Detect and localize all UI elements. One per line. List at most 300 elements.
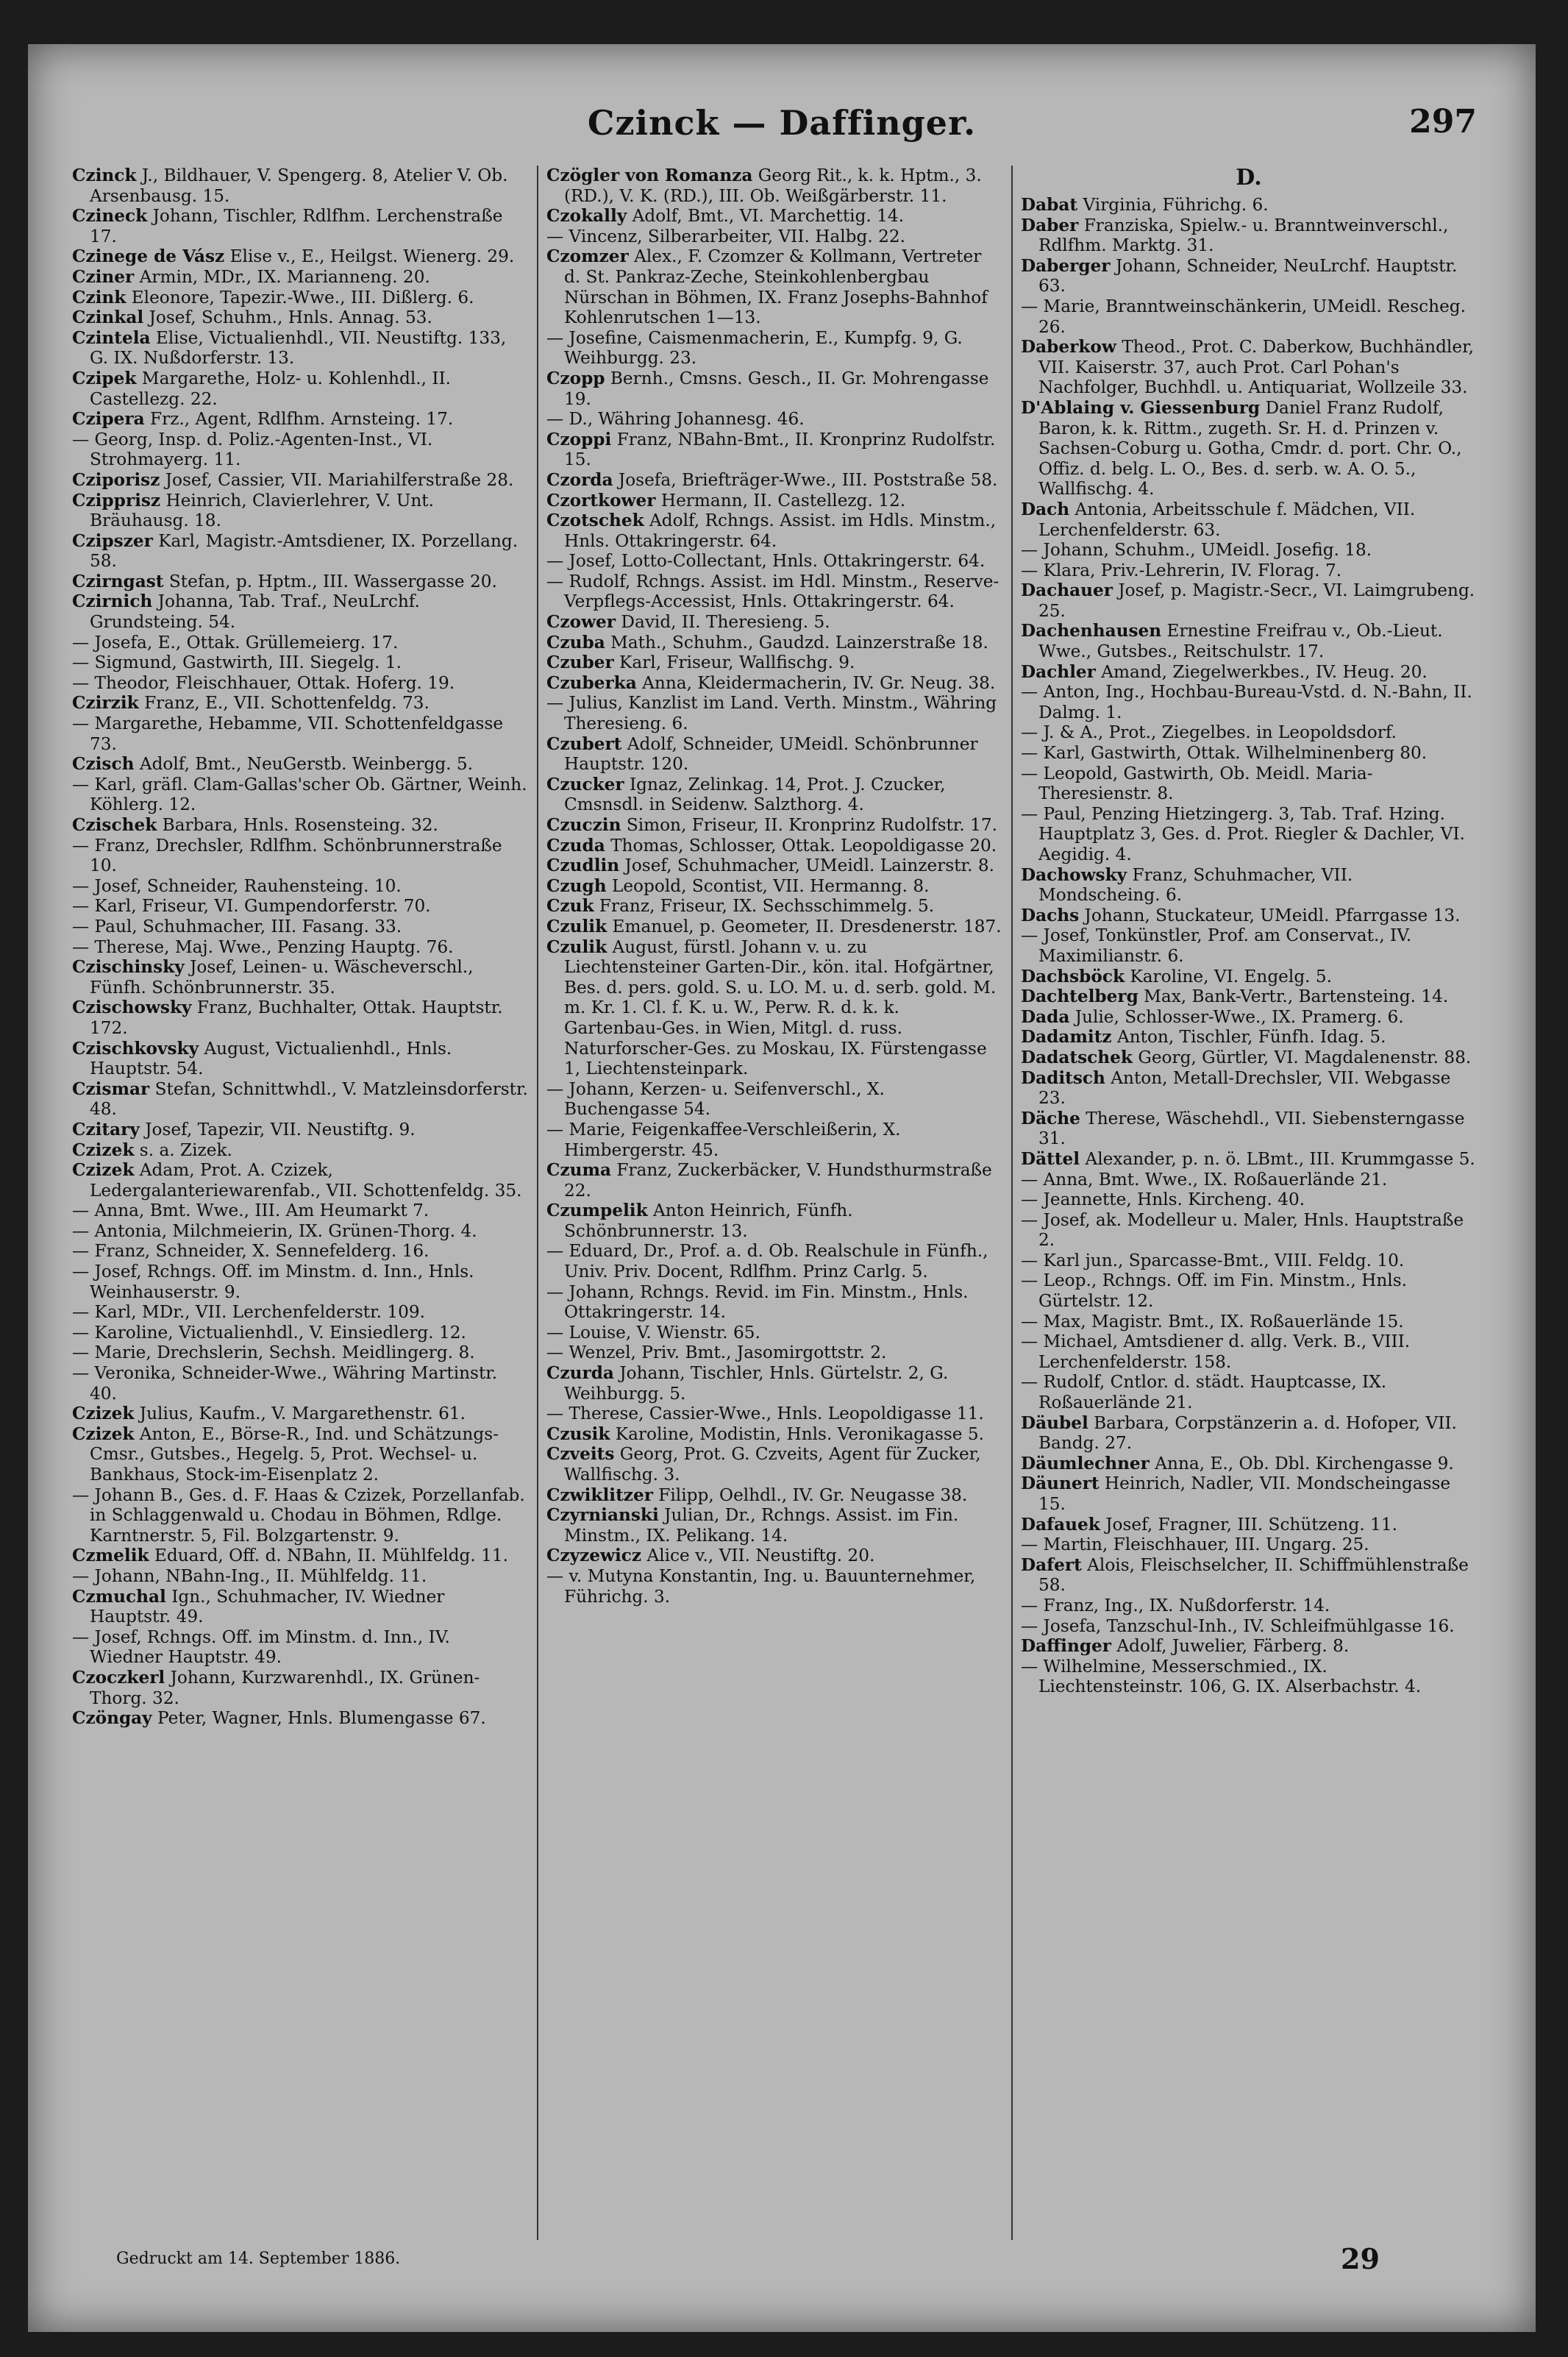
entry-surname: Dadatschek [1021, 1047, 1133, 1067]
entry-details: Johanna, Tab. Traf., NeuLrchf. Grundsteing. 54. [90, 591, 420, 633]
entry-details: — Paul, Schuhmacher, III. Fasang. 33. [72, 916, 402, 936]
directory-entry [72, 1566, 528, 1587]
entry-details: Franz, Friseur, IX. Sechsschimmelg. 5. [599, 896, 935, 917]
entry-details: — Josef, Schneider, Rauhensteing. 10. [72, 875, 402, 896]
directory-entry [72, 591, 528, 632]
entry-surname: Czorda [546, 469, 613, 490]
entry-details: — J. & A., Prot., Ziegelbes. in Leopoldsdorf. [1021, 722, 1397, 743]
directory-entry [546, 917, 1002, 937]
entry-surname: Czuma [546, 1160, 612, 1181]
entry-details: Josef, Schuhm., Hnls. Annag. 53. [149, 307, 432, 328]
entry-details: Eleonore, Tapezir.-Wwe., III. Dißlerg. 6. [131, 287, 474, 307]
entry-surname: Czuczin [546, 815, 621, 835]
directory-entry [72, 470, 528, 491]
directory-entry [72, 491, 528, 531]
directory-entry [72, 409, 528, 430]
directory-entry [546, 369, 1002, 409]
directory-entry [72, 1708, 528, 1729]
directory-entry [72, 369, 528, 409]
directory-entry [1021, 1149, 1477, 1170]
entry-details: — Johann, Rchngs. Revid. im Fin. Minstm., Hnls. Ottakringerstr. 14. [546, 1281, 969, 1323]
entry-details: — Karl, gräfl. Clam-Gallas'scher Ob. Gärtner, Weinh. Köhlerg. 12. [72, 774, 527, 815]
entry-surname: Czizek [72, 1140, 135, 1160]
entry-surname: Daber [1021, 215, 1079, 235]
directory-entry [72, 1363, 528, 1404]
directory-entry [546, 1282, 1002, 1323]
entry-details: — D., Währing Johannesg. 46. [546, 409, 805, 430]
entry-details: Therese, Wäschehdl., VII. Siebensterngasse 31. [1038, 1108, 1465, 1149]
entry-details: — Michael, Amtsdiener d. allg. Verk. B., VIII. Lerchenfelderstr. 158. [1021, 1332, 1411, 1372]
directory-entry [72, 572, 528, 592]
directory-entry [1021, 1270, 1477, 1311]
directory-entry [72, 653, 528, 673]
column-divider [1011, 166, 1013, 2240]
directory-entry [1021, 865, 1477, 906]
directory-entry [546, 246, 1002, 327]
entry-details: — Josefa, Tanzschul-Inh., IV. Schleifmühlgasse 16. [1021, 1615, 1455, 1636]
print-date: Gedruckt am 14. September 1886. [116, 2250, 401, 2268]
directory-entry [546, 1424, 1002, 1445]
entry-details: Peter, Wagner, Hnls. Blumengasse 67. [157, 1708, 486, 1729]
entry-surname: Dachler [1021, 661, 1096, 682]
entry-details: Stefan, p. Hptm., III. Wassergasse 20. [168, 571, 497, 591]
entry-details: — Vincenz, Silberarbeiter, VII. Halbg. 22. [546, 226, 905, 246]
entry-details: Julian, Dr., Rchngs. Assist. im Fin. Minstm., IX. Pelikang. 14. [564, 1505, 959, 1546]
entry-details: Ernestine Freifrau v., Ob.-Lieut. Wwe., Gutsbes., Reitschulstr. 17. [1038, 621, 1443, 662]
directory-entry [72, 288, 528, 308]
entry-details: — Rudolf, Rchngs. Assist. im Hdl. Minstm., Reserve-Verpflegs-Accessist, Hnls. Ottakringerstr. 64. [546, 571, 999, 612]
directory-entry [72, 815, 528, 836]
entry-surname: Czink [72, 287, 126, 307]
entry-details: Johann, Schneider, NeuLrchf. Hauptstr. 63. [1038, 255, 1458, 296]
entry-surname: Dada [1021, 1006, 1070, 1027]
entry-details: Alois, Fleischselcher, II. Schiffmühlenstraße 58. [1038, 1554, 1469, 1596]
directory-entry [546, 328, 1002, 369]
directory-entry [1021, 296, 1477, 337]
entry-details: Georg Rit., k. k. Hptm., 3. (RD.), V. K. (RD.), III. Ob. Weißgärberstr. 11. [564, 166, 982, 206]
entry-surname: Czismar [72, 1078, 150, 1099]
directory-entry [546, 1201, 1002, 1241]
entry-details: — Paul, Penzing Hietzingerg. 3, Tab. Traf. Hzing. Hauptplatz 3, Ges. d. Prot. Riegler & Dachler, VI. Aegidig. 4. [1021, 803, 1465, 864]
directory-entry [1021, 1027, 1477, 1048]
directory-entry [546, 1343, 1002, 1363]
directory-entry [546, 1546, 1002, 1566]
entry-details: — Theodor, Fleischhauer, Ottak. Hoferg. 19. [72, 672, 455, 693]
directory-entry [546, 896, 1002, 917]
entry-surname: Dachs [1021, 905, 1080, 925]
entry-surname: Czipszer [72, 530, 153, 551]
directory-entry [1021, 1007, 1477, 1028]
directory-entry [1021, 500, 1477, 540]
entry-surname: Czirngast [72, 571, 164, 591]
directory-entry [72, 1120, 528, 1140]
directory-entry [1021, 1372, 1477, 1412]
directory-entry [546, 1404, 1002, 1424]
entry-surname: Czischek [72, 815, 157, 835]
entry-details: Josef, Fragner, III. Schützeng. 11. [1105, 1514, 1397, 1535]
entry-details: Franz, Zuckerbäcker, V. Hundsthurmstraße 22. [564, 1160, 992, 1201]
entry-surname: Czuba [546, 632, 605, 653]
entry-details: Ign., Schuhmacher, IV. Wiedner Hauptstr. 49. [90, 1586, 445, 1627]
directory-entry [1021, 580, 1477, 621]
directory-entry [1021, 764, 1477, 804]
directory-entry [72, 1262, 528, 1302]
entry-details: Adolf, Juwelier, Färberg. 8. [1116, 1636, 1350, 1657]
entry-details: Johann, Kurzwarenhdl., IX. Grünen-Thorg. 32. [90, 1667, 480, 1708]
entry-columns [72, 166, 1492, 2240]
entry-details: Anton, Metall-Drechsler, VII. Webgasse 23. [1038, 1067, 1451, 1109]
directory-entry [1021, 1454, 1477, 1474]
entry-surname: Czoppi [546, 429, 612, 449]
directory-entry [1021, 906, 1477, 926]
entry-surname: Czipprisz [72, 490, 161, 511]
entry-surname: Dafauek [1021, 1514, 1100, 1535]
entry-surname: Daberger [1021, 255, 1111, 276]
entry-surname: Czotschek [546, 511, 644, 531]
entry-details: — Margarethe, Hebamme, VII. Schottenfeldgasse 73. [72, 714, 504, 754]
entry-details: Amand, Ziegelwerkbes., IV. Heug. 20. [1101, 661, 1428, 682]
entry-surname: Czirnich [72, 591, 153, 612]
entry-details: — Leop., Rchngs. Off. im Fin. Minstm., Hnls. Gürtelstr. 12. [1021, 1270, 1407, 1312]
directory-entry [72, 836, 528, 876]
directory-entry [72, 957, 528, 998]
entry-surname: Daditsch [1021, 1067, 1105, 1088]
directory-entry [546, 1079, 1002, 1120]
directory-entry [546, 1323, 1002, 1343]
entry-surname: Däubel [1021, 1412, 1088, 1433]
directory-entry [1021, 1190, 1477, 1210]
directory-entry [1021, 1109, 1477, 1149]
entry-surname: Czipera [72, 409, 145, 430]
entry-details: Alexander, p. n. ö. LBmt., III. Krummgasse 5. [1085, 1148, 1475, 1169]
entry-surname: Czurda [546, 1363, 614, 1384]
directory-entry [72, 1404, 528, 1424]
directory-entry [546, 693, 1002, 733]
entry-details: — Franz, Drechsler, Rdlfhm. Schönbrunnerstraße 10. [72, 835, 502, 876]
entry-details: — Marie, Branntweinschänkerin, UMeidl. Rescheg. 26. [1021, 296, 1467, 337]
directory-entry [72, 1627, 528, 1668]
directory-entry [72, 267, 528, 288]
directory-entry [1021, 1332, 1477, 1372]
directory-entry [72, 714, 528, 754]
entry-surname: Dachowsky [1021, 864, 1127, 885]
directory-entry [1021, 1636, 1477, 1657]
entry-details: Adam, Prot. A. Czizek, Ledergalanteriewarenfab., VII. Schottenfeldg. 35. [90, 1160, 522, 1201]
directory-entry [546, 1241, 1002, 1281]
directory-entry [72, 1079, 528, 1120]
entry-details: — Josef, Rchngs. Off. im Minstm. d. Inn., Hnls. Weinhauserstr. 9. [72, 1262, 474, 1302]
directory-entry [546, 572, 1002, 612]
entry-surname: Czipek [72, 368, 137, 388]
entry-surname: Czirzik [72, 693, 139, 714]
entry-details: — Anton, Ing., Hochbau-Bureau-Vstd. d. N.-Bahn, II. Dalmg. 1. [1021, 682, 1472, 722]
directory-entry [72, 1424, 528, 1485]
directory-entry [1021, 804, 1477, 865]
entry-details: Karoline, VI. Engelg. 5. [1130, 966, 1333, 986]
entry-surname: Czyrnianski [546, 1505, 659, 1526]
entry-surname: Czortkower [546, 490, 656, 511]
column-divider [537, 166, 538, 2240]
entry-surname: Czumpelik [546, 1201, 648, 1221]
entry-surname: Czomzer [546, 246, 629, 267]
section-letter-heading: D. [1236, 166, 1262, 191]
entry-surname: Czischkovsky [72, 1038, 199, 1059]
entry-surname: Dabat [1021, 195, 1078, 215]
directory-entry [546, 1444, 1002, 1485]
entry-surname: Czögler von Romanza [546, 166, 753, 185]
directory-entry [1021, 540, 1477, 561]
entry-details: Antonia, Arbeitsschule f. Mädchen, VII. Lerchenfelderstr. 63. [1038, 499, 1416, 540]
sheet-signature: 29 [1341, 2242, 1380, 2275]
directory-entry [72, 531, 528, 572]
entry-surname: Czower [546, 612, 616, 633]
entry-details: Elise, Victualienhdl., VII. Neustiftg. 133, G. IX. Nußdorferstr. 13. [90, 327, 507, 369]
entry-surname: Czucker [546, 774, 624, 794]
entry-details: — Franz, Schneider, X. Sennefelderg. 16. [72, 1241, 430, 1262]
directory-entry [72, 206, 528, 246]
entry-details: — Leopold, Gastwirth, Ob. Meidl. Maria-Theresienstr. 8. [1021, 763, 1373, 804]
directory-entry [1021, 1596, 1477, 1616]
entry-details: — Marie, Feigenkaffee-Verschleißerin, X. Himbergerstr. 45. [546, 1119, 901, 1160]
directory-entry [546, 856, 1002, 876]
entry-details: — Karl, Gastwirth, Ottak. Wilhelminenberg 80. [1021, 743, 1428, 764]
directory-entry [546, 491, 1002, 511]
directory-entry [546, 1160, 1002, 1201]
directory-entry [1021, 925, 1477, 966]
entry-details: Alice v., VII. Neustiftg. 20. [646, 1546, 875, 1566]
entry-details: Franz, Buchhalter, Ottak. Hauptstr. 172. [90, 998, 503, 1038]
entry-details: August, fürstl. Johann v. u. zu Liechtensteiner Garten-Dir., kön. ital. Hofgärtner, Bes. d. pers. gold. S. u. LO. M. u. d. serb. gold. M. m. Kr. 1. Cl. f. K. u. W., Perw. R. d. k. k. Gartenbau-Ges. in Wien, Mitgl. d. russ. Naturforscher-Ges. zu Moskau, IX. Fürstengasse 1, Liechtensteinpark. [564, 936, 997, 1079]
directory-entry [546, 1505, 1002, 1546]
entry-surname: Czulik [546, 916, 607, 936]
directory-entry [546, 836, 1002, 856]
directory-entry [1021, 743, 1477, 764]
directory-entry [1021, 195, 1477, 216]
entry-details: Margarethe, Holz- u. Kohlenhdl., II. Castellezg. 22. [90, 368, 452, 409]
entry-details: — Georg, Insp. d. Poliz.-Agenten-Inst., VI. Strohmayerg. 11. [72, 429, 433, 470]
directory-entry [1021, 1312, 1477, 1332]
entry-details: Anton Heinrich, Fünfh. Schönbrunnerstr. 13. [564, 1201, 853, 1241]
entry-surname: Dachenhausen [1021, 621, 1162, 641]
entry-details: — Veronika, Schneider-Wwe., Währing Martinstr. 40. [72, 1363, 498, 1404]
entry-details: Bernh., Cmsns. Gesch., II. Gr. Mohrengasse 19. [564, 368, 989, 409]
directory-entry [546, 409, 1002, 430]
directory-entry [546, 612, 1002, 633]
entry-surname: Dach [1021, 499, 1070, 519]
entry-surname: Czudlin [546, 856, 620, 876]
directory-entry [546, 206, 1002, 227]
entry-surname: Czyzewicz [546, 1546, 642, 1566]
entry-surname: Däche [1021, 1108, 1080, 1128]
entry-details: Josef, Tapezir, VII. Neustiftg. 9. [145, 1119, 416, 1140]
directory-entry [72, 1140, 528, 1161]
entry-surname: Czizek [72, 1160, 135, 1181]
entry-details: Anna, E., Ob. Dbl. Kirchengasse 9. [1155, 1453, 1454, 1473]
entry-details: Adolf, Rchngs. Assist. im Hdls. Minstm., Hnls. Ottakringerstr. 64. [564, 511, 997, 551]
directory-entry [72, 1039, 528, 1079]
entry-surname: Czintela [72, 327, 151, 348]
directory-entry [72, 1668, 528, 1708]
directory-entry [1021, 1616, 1477, 1637]
entry-details: — Karl, MDr., VII. Lerchenfelderstr. 109. [72, 1302, 426, 1323]
entry-surname: Czinege de Vász [72, 246, 225, 267]
entry-details: — Eduard, Dr., Prof. a. d. Ob. Realschule in Fünfh., Univ. Priv. Docent, Rdlfhm. Prinz Carlg. 5. [546, 1241, 988, 1282]
entry-surname: Czinck [72, 166, 137, 185]
column-1 [72, 166, 528, 2240]
entry-details: Karl, Friseur, Wallfischg. 9. [619, 653, 855, 673]
directory-entry [72, 1546, 528, 1566]
entry-details: Johann, Tischler, Hnls. Gürtelstr. 2, G. Weihburgg. 5. [564, 1363, 949, 1404]
entry-surname: Daberkow [1021, 337, 1116, 358]
entry-surname: Dachtelberg [1021, 986, 1138, 1007]
entry-details: Josef, Schuhmacher, UMeidl. Lainzerstr. 8. [624, 856, 994, 876]
entry-surname: Däumlechner [1021, 1453, 1150, 1473]
directory-entry [1021, 216, 1477, 256]
directory-entry [1021, 1555, 1477, 1596]
entry-details: — Antonia, Milchmeierin, IX. Grünen-Thorg. 4. [72, 1220, 477, 1241]
directory-entry [546, 937, 1002, 1079]
directory-entry [72, 328, 528, 369]
entry-surname: Czuda [546, 835, 605, 856]
entry-details: — Johann, Kerzen- u. Seifenverschl., X. Buchengasse 54. [546, 1078, 885, 1120]
directory-entry [1021, 722, 1477, 743]
entry-details: Julie, Schlosser-Wwe., IX. Pramerg. 6. [1075, 1006, 1404, 1027]
entry-details: Anton, E., Börse-R., Ind. und Schätzungs-Cmsr., Gutsbes., Hegelg. 5, Prot. Wechsel- u. Bankhaus, Stock-im-Eisenplatz 2. [90, 1423, 499, 1485]
entry-details: Theod., Prot. C. Daberkow, Buchhändler, VII. Kaiserstr. 37, auch Prot. Carl Pohan's Nachfolger, Buchhdl. u. Antiquariat, Wollzeile 33. [1038, 337, 1474, 398]
directory-entry [1021, 1251, 1477, 1271]
entry-surname: Dachauer [1021, 580, 1113, 601]
entry-details: Alex., F. Czomzer & Kollmann, Vertreter d. St. Pankraz-Zeche, Steinkohlenbergbau Nürschan in Böhmen, IX. Franz Josephs-Bahnhof Kohlenrutschen 1—13. [564, 246, 988, 328]
entry-details: — Johann B., Ges. d. F. Haas & Czizek, Porzellanfab. in Schlaggenwald u. Chodau in Böhmen, Rdlge. Karntnerstr. 5, Fil. Bolzgartenstr. 9. [72, 1485, 525, 1546]
directory-entry [1021, 1515, 1477, 1535]
entry-details: — Therese, Maj. Wwe., Penzing Hauptg. 76. [72, 936, 454, 957]
entry-surname: Czoczkerl [72, 1667, 165, 1688]
entry-details: — Louise, V. Wienstr. 65. [546, 1322, 760, 1343]
directory-entry [72, 998, 528, 1038]
entry-details: — Sigmund, Gastwirth, III. Siegelg. 1. [72, 653, 402, 673]
directory-entry [72, 693, 528, 714]
entry-details: — Jeannette, Hnls. Kircheng. 40. [1021, 1190, 1305, 1210]
entry-details: Josef, Leinen- u. Wäscheverschl., Fünfh. Schönbrunnerstr. 35. [90, 957, 474, 998]
directory-entry [72, 307, 528, 328]
directory-entry [1021, 1170, 1477, 1190]
directory-entry [72, 1302, 528, 1323]
entry-details: Anna, Kleidermacherin, IV. Gr. Neug. 38. [642, 672, 996, 693]
entry-details: Franz, E., VII. Schottenfeldg. 73. [144, 693, 430, 714]
column-2 [546, 166, 1002, 2240]
entry-details: Leopold, Scontist, VII. Hermanng. 8. [611, 875, 930, 896]
directory-entry [1021, 1657, 1477, 1697]
directory-entry [72, 896, 528, 917]
page-number: 297 [1409, 103, 1477, 141]
page-title: Czinck — Daffinger. [587, 103, 977, 143]
directory-entry [1021, 967, 1477, 987]
directory-entry [1021, 1048, 1477, 1068]
page-header [28, 103, 1536, 154]
directory-entry [1021, 1210, 1477, 1251]
entry-details: Eduard, Off. d. NBahn, II. Mühlfeldg. 11. [154, 1546, 509, 1566]
entry-details: Virginia, Führichg. 6. [1083, 195, 1269, 215]
entry-details: J., Bildhauer, V. Spengerg. 8, Atelier V. Ob. Arsenbausg. 15. [90, 166, 508, 206]
directory-entry [1021, 1535, 1477, 1555]
directory-entry [72, 166, 528, 206]
entry-details: Josef, p. Magistr.-Secr., VI. Laimgrubeng. 25. [1038, 580, 1475, 621]
directory-entry [72, 633, 528, 653]
directory-entry [72, 1323, 528, 1343]
directory-entry [72, 1587, 528, 1627]
entry-details: Filipp, Oelhdl., IV. Gr. Neugasse 38. [658, 1485, 968, 1505]
entry-surname: Czuberka [546, 672, 637, 693]
entry-surname: Czuk [546, 896, 594, 917]
entry-surname: Däunert [1021, 1473, 1100, 1494]
column-3 [1021, 166, 1477, 2240]
entry-surname: Czitary [72, 1119, 140, 1140]
entry-details: Heinrich, Nadler, VII. Mondscheingasse 15. [1038, 1473, 1451, 1514]
directory-entry [1021, 662, 1477, 683]
directory-entry [72, 876, 528, 897]
entry-details: Anton, Tischler, Fünfh. Idag. 5. [1116, 1027, 1386, 1048]
entry-details: — Rudolf, Cntlor. d. städt. Hauptcasse, IX. Roßauerlände 21. [1021, 1372, 1387, 1413]
directory-entry [546, 430, 1002, 470]
entry-details: Daniel Franz Rudolf, Baron, k. k. Rittm., zugeth. Sr. H. d. Prinzen v. Sachsen-Coburg u. Gotha, Cmdr. d. port. Chr. O., Offiz. d. belg. L. O., Bes. d. serb. w. A. O. 5., Wallfischg. 4. [1038, 397, 1462, 500]
directory-entry [546, 734, 1002, 775]
directory-entry [72, 1485, 528, 1546]
entry-surname: Cziporisz [72, 469, 160, 490]
entry-details: Franz, Schuhmacher, VII. Mondscheing. 6. [1038, 864, 1353, 906]
entry-surname: Dafert [1021, 1554, 1082, 1575]
directory-entry [1021, 621, 1477, 661]
entry-surname: Czischowsky [72, 998, 192, 1018]
entry-surname: Czmuchal [72, 1586, 166, 1607]
directory-entry [546, 1120, 1002, 1160]
entry-details: — Franz, Ing., IX. Nußdorferstr. 14. [1021, 1595, 1330, 1615]
entry-surname: Czizek [72, 1423, 135, 1444]
directory-entry [72, 1343, 528, 1363]
directory-page [28, 44, 1536, 2332]
directory-entry [546, 470, 1002, 491]
entry-details: Elise v., E., Heilgst. Wienerg. 29. [229, 246, 515, 267]
entry-details: Armin, MDr., IX. Marianneng. 20. [139, 266, 430, 287]
entry-details: — v. Mutyna Konstantin, Ing. u. Bauunternehmer, Führichg. 3. [546, 1565, 976, 1607]
entry-details: Karl, Magistr.-Amtsdiener, IX. Porzellang. 58. [90, 530, 518, 572]
entry-details: — Karl jun., Sparcasse-Bmt., VIII. Feldg. 10. [1021, 1250, 1405, 1270]
entry-details: — Therese, Cassier-Wwe., Hnls. Leopoldigasse 11. [546, 1404, 984, 1424]
entry-details: — Johann, Schuhm., UMeidl. Josefig. 18. [1021, 540, 1372, 561]
entry-details: Math., Schuhm., Gaudzd. Lainzerstraße 18. [610, 632, 988, 653]
directory-entry [546, 227, 1002, 247]
directory-entry [1021, 561, 1477, 581]
entry-surname: Czischinsky [72, 957, 185, 978]
entry-details: — Wenzel, Priv. Bmt., Jasomirgottstr. 2. [546, 1343, 887, 1363]
entry-details: — Julius, Kanzlist im Land. Verth. Minstm., Währing Theresieng. 6. [546, 693, 997, 734]
directory-entry [546, 673, 1002, 694]
directory-entry [546, 876, 1002, 897]
directory-entry [546, 633, 1002, 653]
entry-details: — Wilhelmine, Messerschmied., IX. Liechtensteinstr. 106, G. IX. Alserbachstr. 4. [1021, 1656, 1422, 1697]
entry-surname: Czmelik [72, 1546, 149, 1566]
entry-details: August, Victualienhdl., Hnls. Hauptstr. 54. [90, 1038, 452, 1079]
entry-details: — Josef, ak. Modelleur u. Maler, Hnls. Hauptstraße 2. [1021, 1209, 1464, 1251]
directory-entry [546, 1566, 1002, 1607]
entry-surname: Czwiklitzer [546, 1485, 653, 1505]
entry-details: Josefa, Briefträger-Wwe., III. Poststraße 58. [618, 469, 998, 490]
entry-details: Julius, Kaufm., V. Margarethenstr. 61. [139, 1404, 466, 1424]
entry-surname: Czubert [546, 733, 622, 754]
entry-surname: Czineck [72, 206, 148, 227]
entry-surname: Czöngay [72, 1708, 152, 1729]
directory-entry [72, 430, 528, 470]
entry-details: Thomas, Schlosser, Ottak. Leopoldigasse 20. [610, 835, 997, 856]
